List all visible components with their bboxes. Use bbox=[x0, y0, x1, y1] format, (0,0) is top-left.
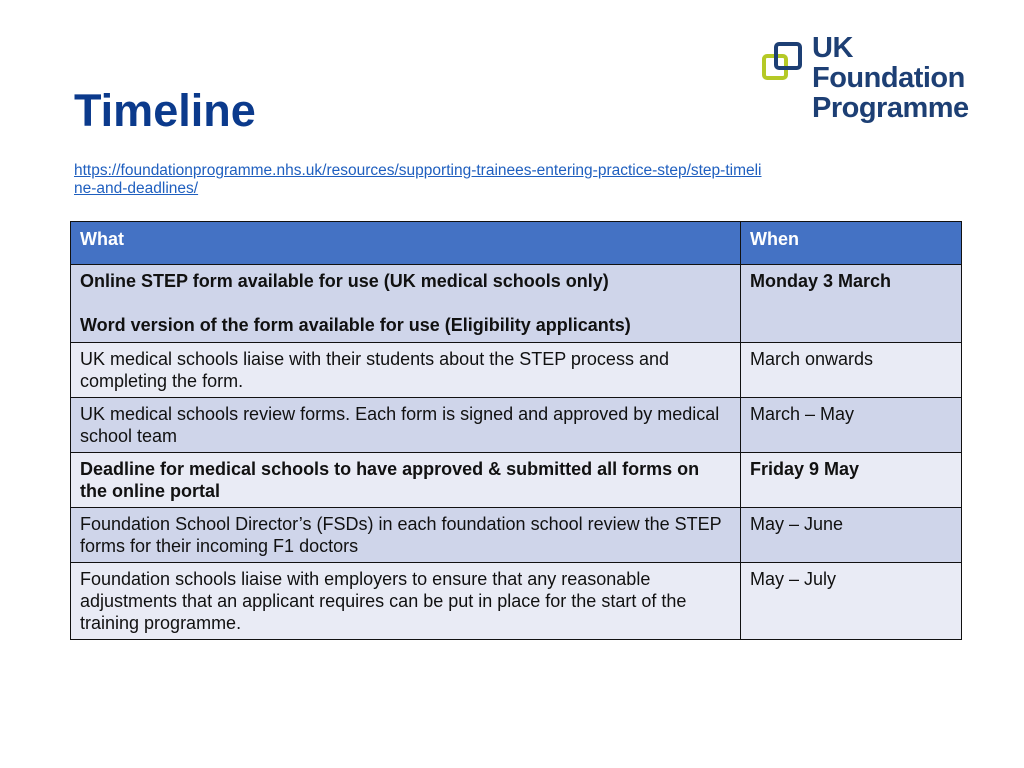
header-when: When bbox=[741, 222, 962, 265]
logo-text-uk: UK bbox=[812, 32, 853, 64]
row-what: UK medical schools review forms. Each form is signed and approved by medical school team bbox=[71, 398, 741, 453]
table-row bbox=[71, 453, 962, 508]
table-row bbox=[71, 508, 962, 563]
table-header-row bbox=[71, 222, 962, 265]
timeline-table bbox=[70, 221, 962, 640]
row-when: Monday 3 March bbox=[741, 265, 962, 343]
logo-text-foundation: Foundation bbox=[812, 62, 965, 94]
page-title: Timeline bbox=[74, 85, 256, 136]
row-when: March onwards bbox=[741, 343, 962, 398]
table-row bbox=[71, 563, 962, 640]
table-row bbox=[71, 265, 962, 343]
logo-text-programme: Programme bbox=[812, 92, 969, 124]
row-when: May – July bbox=[741, 563, 962, 640]
row-what: UK medical schools liaise with their students about the STEP process and completing the form. bbox=[71, 343, 741, 398]
table-row bbox=[71, 343, 962, 398]
row-what: Deadline for medical schools to have approved & submitted all forms on the online portal bbox=[71, 453, 741, 508]
table-row bbox=[71, 398, 962, 453]
row-when: May – June bbox=[741, 508, 962, 563]
row-when: March – May bbox=[741, 398, 962, 453]
row-what: Foundation School Director’s (FSDs) in each foundation school review the STEP forms for their incoming F1 doctors bbox=[71, 508, 741, 563]
header-what: What bbox=[71, 222, 741, 265]
row-when: Friday 9 May bbox=[741, 453, 962, 508]
row-what: Online STEP form available for use (UK medical schools only) Word version of the form available for use (Eligibility applicants) bbox=[71, 265, 741, 343]
source-link[interactable]: https://foundationprogramme.nhs.uk/resources/supporting-trainees-entering-practice-step/step-timeline-and-deadlines/ bbox=[74, 162, 762, 197]
logo-mark-icon bbox=[760, 38, 808, 86]
row-what: Foundation schools liaise with employers to ensure that any reasonable adjustments that an applicant requires can be put in place for the start of the training programme. bbox=[71, 563, 741, 640]
uk-foundation-programme-logo bbox=[760, 34, 1000, 130]
